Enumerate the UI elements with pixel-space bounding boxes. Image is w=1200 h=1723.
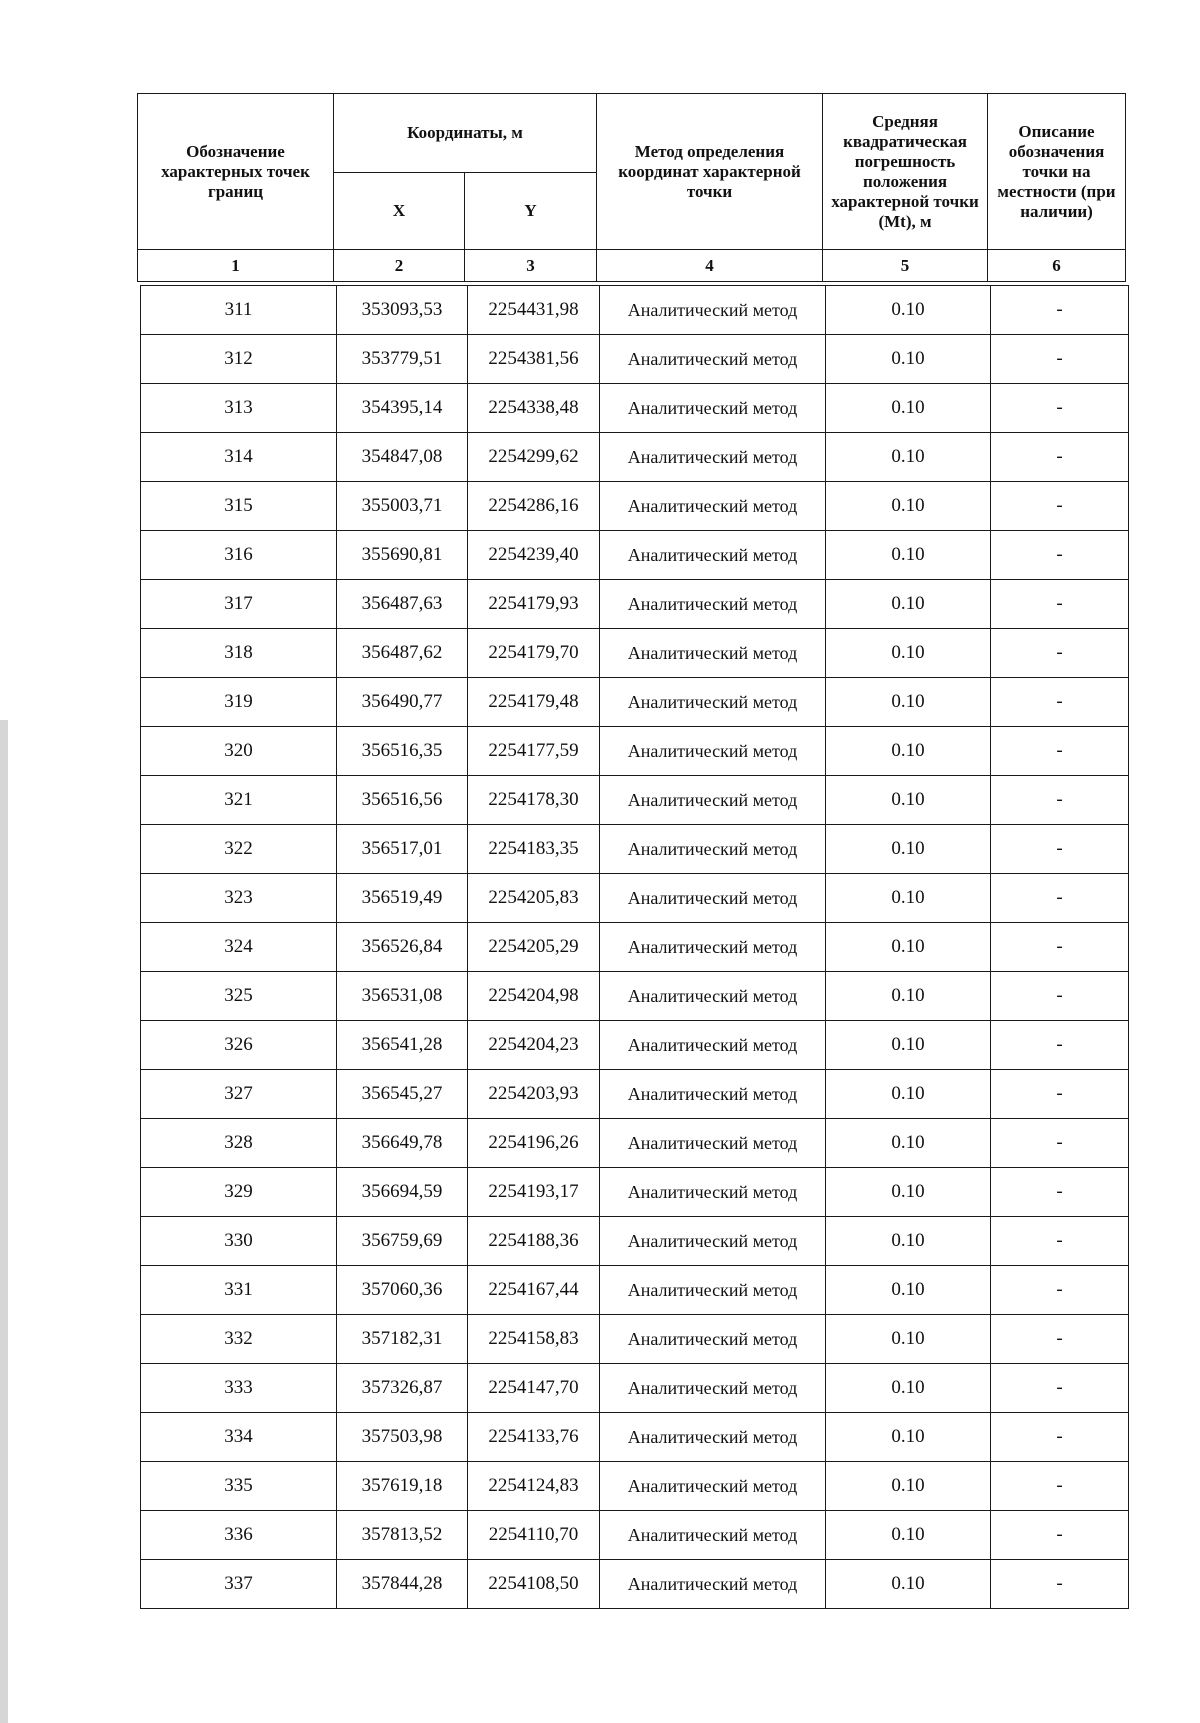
header-coordinates: Координаты, м <box>334 94 597 173</box>
x-coordinate-cell: 356694,59 <box>337 1168 468 1217</box>
column-number: 6 <box>988 250 1126 282</box>
x-coordinate-cell: 356516,35 <box>337 727 468 776</box>
x-coordinate-cell: 357060,36 <box>337 1266 468 1315</box>
description-cell: - <box>991 629 1129 678</box>
table-row <box>141 1070 1129 1119</box>
table-row <box>141 335 1129 384</box>
method-cell: Аналитический метод <box>600 1217 826 1266</box>
method-cell: Аналитический метод <box>600 1021 826 1070</box>
y-coordinate-cell: 2254179,93 <box>468 580 600 629</box>
y-coordinate-cell: 2254188,36 <box>468 1217 600 1266</box>
description-cell: - <box>991 1021 1129 1070</box>
error-cell: 0.10 <box>826 580 991 629</box>
error-cell: 0.10 <box>826 1364 991 1413</box>
column-number: 1 <box>138 250 334 282</box>
header-method: Метод определения координат характерной точки <box>597 94 823 250</box>
description-cell: - <box>991 1119 1129 1168</box>
point-number-cell: 325 <box>141 972 337 1021</box>
method-cell: Аналитический метод <box>600 286 826 335</box>
method-cell: Аналитический метод <box>600 531 826 580</box>
x-coordinate-cell: 355003,71 <box>337 482 468 531</box>
point-number-cell: 332 <box>141 1315 337 1364</box>
method-cell: Аналитический метод <box>600 727 826 776</box>
method-cell: Аналитический метод <box>600 1364 826 1413</box>
point-number-cell: 318 <box>141 629 337 678</box>
header-point-designation: Обозначение характерных точек границ <box>138 94 334 250</box>
table-row <box>141 1119 1129 1168</box>
description-cell: - <box>991 482 1129 531</box>
y-coordinate-cell: 2254178,30 <box>468 776 600 825</box>
method-cell: Аналитический метод <box>600 923 826 972</box>
coordinates-table-header <box>137 93 1126 282</box>
y-coordinate-cell: 2254381,56 <box>468 335 600 384</box>
point-number-cell: 322 <box>141 825 337 874</box>
point-number-cell: 327 <box>141 1070 337 1119</box>
description-cell: - <box>991 1560 1129 1609</box>
description-cell: - <box>991 776 1129 825</box>
table-row <box>141 776 1129 825</box>
y-coordinate-cell: 2254239,40 <box>468 531 600 580</box>
table-row <box>141 727 1129 776</box>
description-cell: - <box>991 1168 1129 1217</box>
method-cell: Аналитический метод <box>600 1119 826 1168</box>
x-coordinate-cell: 356531,08 <box>337 972 468 1021</box>
error-cell: 0.10 <box>826 1070 991 1119</box>
method-cell: Аналитический метод <box>600 874 826 923</box>
x-coordinate-cell: 356545,27 <box>337 1070 468 1119</box>
point-number-cell: 323 <box>141 874 337 923</box>
description-cell: - <box>991 1413 1129 1462</box>
table-row <box>141 1364 1129 1413</box>
y-coordinate-cell: 2254110,70 <box>468 1511 600 1560</box>
x-coordinate-cell: 353093,53 <box>337 286 468 335</box>
table-row <box>141 384 1129 433</box>
error-cell: 0.10 <box>826 1315 991 1364</box>
description-cell: - <box>991 335 1129 384</box>
method-cell: Аналитический метод <box>600 1266 826 1315</box>
method-cell: Аналитический метод <box>600 972 826 1021</box>
method-cell: Аналитический метод <box>600 678 826 727</box>
error-cell: 0.10 <box>826 678 991 727</box>
table-row <box>141 482 1129 531</box>
method-cell: Аналитический метод <box>600 629 826 678</box>
method-cell: Аналитический метод <box>600 433 826 482</box>
method-cell: Аналитический метод <box>600 825 826 874</box>
error-cell: 0.10 <box>826 482 991 531</box>
table-row <box>141 972 1129 1021</box>
x-coordinate-cell: 357182,31 <box>337 1315 468 1364</box>
point-number-cell: 315 <box>141 482 337 531</box>
point-number-cell: 329 <box>141 1168 337 1217</box>
table-row <box>141 1168 1129 1217</box>
error-cell: 0.10 <box>826 1462 991 1511</box>
table-row <box>141 286 1129 335</box>
description-cell: - <box>991 874 1129 923</box>
column-number: 2 <box>334 250 465 282</box>
y-coordinate-cell: 2254203,93 <box>468 1070 600 1119</box>
point-number-cell: 313 <box>141 384 337 433</box>
y-coordinate-cell: 2254177,59 <box>468 727 600 776</box>
method-cell: Аналитический метод <box>600 1413 826 1462</box>
description-cell: - <box>991 727 1129 776</box>
column-number: 4 <box>597 250 823 282</box>
error-cell: 0.10 <box>826 1413 991 1462</box>
error-cell: 0.10 <box>826 972 991 1021</box>
x-coordinate-cell: 356519,49 <box>337 874 468 923</box>
table-row <box>141 1021 1129 1070</box>
description-cell: - <box>991 1070 1129 1119</box>
point-number-cell: 337 <box>141 1560 337 1609</box>
error-cell: 0.10 <box>826 384 991 433</box>
table-row <box>141 1462 1129 1511</box>
description-cell: - <box>991 825 1129 874</box>
table-row <box>141 1315 1129 1364</box>
point-number-cell: 312 <box>141 335 337 384</box>
x-coordinate-cell: 357503,98 <box>337 1413 468 1462</box>
error-cell: 0.10 <box>826 1021 991 1070</box>
point-number-cell: 333 <box>141 1364 337 1413</box>
y-coordinate-cell: 2254205,83 <box>468 874 600 923</box>
table-row <box>141 433 1129 482</box>
description-cell: - <box>991 384 1129 433</box>
y-coordinate-cell: 2254338,48 <box>468 384 600 433</box>
point-number-cell: 319 <box>141 678 337 727</box>
table-row <box>141 1217 1129 1266</box>
y-coordinate-cell: 2254167,44 <box>468 1266 600 1315</box>
point-number-cell: 317 <box>141 580 337 629</box>
error-cell: 0.10 <box>826 433 991 482</box>
x-coordinate-cell: 356649,78 <box>337 1119 468 1168</box>
y-coordinate-cell: 2254147,70 <box>468 1364 600 1413</box>
description-cell: - <box>991 433 1129 482</box>
point-number-cell: 311 <box>141 286 337 335</box>
method-cell: Аналитический метод <box>600 776 826 825</box>
y-coordinate-cell: 2254299,62 <box>468 433 600 482</box>
error-cell: 0.10 <box>826 1217 991 1266</box>
header-description: Описание обозначения точки на местности (при наличии) <box>988 94 1126 250</box>
x-coordinate-cell: 354395,14 <box>337 384 468 433</box>
description-cell: - <box>991 1511 1129 1560</box>
method-cell: Аналитический метод <box>600 1070 826 1119</box>
error-cell: 0.10 <box>826 1266 991 1315</box>
y-coordinate-cell: 2254286,16 <box>468 482 600 531</box>
y-coordinate-cell: 2254431,98 <box>468 286 600 335</box>
table-row <box>141 678 1129 727</box>
point-number-cell: 328 <box>141 1119 337 1168</box>
column-number: 3 <box>465 250 597 282</box>
point-number-cell: 330 <box>141 1217 337 1266</box>
y-coordinate-cell: 2254158,83 <box>468 1315 600 1364</box>
y-coordinate-cell: 2254179,48 <box>468 678 600 727</box>
point-number-cell: 334 <box>141 1413 337 1462</box>
method-cell: Аналитический метод <box>600 384 826 433</box>
method-cell: Аналитический метод <box>600 482 826 531</box>
description-cell: - <box>991 972 1129 1021</box>
x-coordinate-cell: 356759,69 <box>337 1217 468 1266</box>
x-coordinate-cell: 357619,18 <box>337 1462 468 1511</box>
table-row <box>141 923 1129 972</box>
error-cell: 0.10 <box>826 825 991 874</box>
y-coordinate-cell: 2254205,29 <box>468 923 600 972</box>
x-coordinate-cell: 353779,51 <box>337 335 468 384</box>
y-coordinate-cell: 2254124,83 <box>468 1462 600 1511</box>
x-coordinate-cell: 357326,87 <box>337 1364 468 1413</box>
x-coordinate-cell: 356490,77 <box>337 678 468 727</box>
header-x: X <box>334 173 465 250</box>
x-coordinate-cell: 356517,01 <box>337 825 468 874</box>
description-cell: - <box>991 1315 1129 1364</box>
point-number-cell: 326 <box>141 1021 337 1070</box>
y-coordinate-cell: 2254204,98 <box>468 972 600 1021</box>
y-coordinate-cell: 2254179,70 <box>468 629 600 678</box>
table-row <box>141 1560 1129 1609</box>
error-cell: 0.10 <box>826 727 991 776</box>
description-cell: - <box>991 580 1129 629</box>
table-row <box>141 874 1129 923</box>
description-cell: - <box>991 531 1129 580</box>
error-cell: 0.10 <box>826 1560 991 1609</box>
description-cell: - <box>991 1364 1129 1413</box>
x-coordinate-cell: 354847,08 <box>337 433 468 482</box>
y-coordinate-cell: 2254204,23 <box>468 1021 600 1070</box>
table-row <box>141 825 1129 874</box>
y-coordinate-cell: 2254193,17 <box>468 1168 600 1217</box>
y-coordinate-cell: 2254183,35 <box>468 825 600 874</box>
table-row <box>141 1511 1129 1560</box>
coordinates-table-body <box>140 285 1129 1609</box>
point-number-cell: 335 <box>141 1462 337 1511</box>
method-cell: Аналитический метод <box>600 1315 826 1364</box>
x-coordinate-cell: 356541,28 <box>337 1021 468 1070</box>
error-cell: 0.10 <box>826 286 991 335</box>
error-cell: 0.10 <box>826 335 991 384</box>
x-coordinate-cell: 355690,81 <box>337 531 468 580</box>
scan-edge-shadow <box>0 720 8 1723</box>
error-cell: 0.10 <box>826 1168 991 1217</box>
point-number-cell: 320 <box>141 727 337 776</box>
x-coordinate-cell: 356487,62 <box>337 629 468 678</box>
table-row <box>141 629 1129 678</box>
error-cell: 0.10 <box>826 874 991 923</box>
point-number-cell: 321 <box>141 776 337 825</box>
y-coordinate-cell: 2254108,50 <box>468 1560 600 1609</box>
point-number-cell: 331 <box>141 1266 337 1315</box>
point-number-cell: 336 <box>141 1511 337 1560</box>
x-coordinate-cell: 357844,28 <box>337 1560 468 1609</box>
table-row <box>141 580 1129 629</box>
point-number-cell: 314 <box>141 433 337 482</box>
method-cell: Аналитический метод <box>600 335 826 384</box>
table-row <box>141 1266 1129 1315</box>
point-number-cell: 324 <box>141 923 337 972</box>
description-cell: - <box>991 923 1129 972</box>
description-cell: - <box>991 1462 1129 1511</box>
description-cell: - <box>991 1266 1129 1315</box>
error-cell: 0.10 <box>826 1511 991 1560</box>
x-coordinate-cell: 357813,52 <box>337 1511 468 1560</box>
y-coordinate-cell: 2254133,76 <box>468 1413 600 1462</box>
x-coordinate-cell: 356526,84 <box>337 923 468 972</box>
table-row <box>141 531 1129 580</box>
description-cell: - <box>991 678 1129 727</box>
description-cell: - <box>991 1217 1129 1266</box>
error-cell: 0.10 <box>826 531 991 580</box>
column-number: 5 <box>823 250 988 282</box>
method-cell: Аналитический метод <box>600 1511 826 1560</box>
method-cell: Аналитический метод <box>600 1560 826 1609</box>
error-cell: 0.10 <box>826 776 991 825</box>
error-cell: 0.10 <box>826 1119 991 1168</box>
header-y: Y <box>465 173 597 250</box>
y-coordinate-cell: 2254196,26 <box>468 1119 600 1168</box>
error-cell: 0.10 <box>826 629 991 678</box>
header-error: Средняя квадратическая погрешность положения характерной точки (Mt), м <box>823 94 988 250</box>
x-coordinate-cell: 356487,63 <box>337 580 468 629</box>
error-cell: 0.10 <box>826 923 991 972</box>
x-coordinate-cell: 356516,56 <box>337 776 468 825</box>
method-cell: Аналитический метод <box>600 1168 826 1217</box>
description-cell: - <box>991 286 1129 335</box>
method-cell: Аналитический метод <box>600 580 826 629</box>
table-row <box>141 1413 1129 1462</box>
point-number-cell: 316 <box>141 531 337 580</box>
method-cell: Аналитический метод <box>600 1462 826 1511</box>
